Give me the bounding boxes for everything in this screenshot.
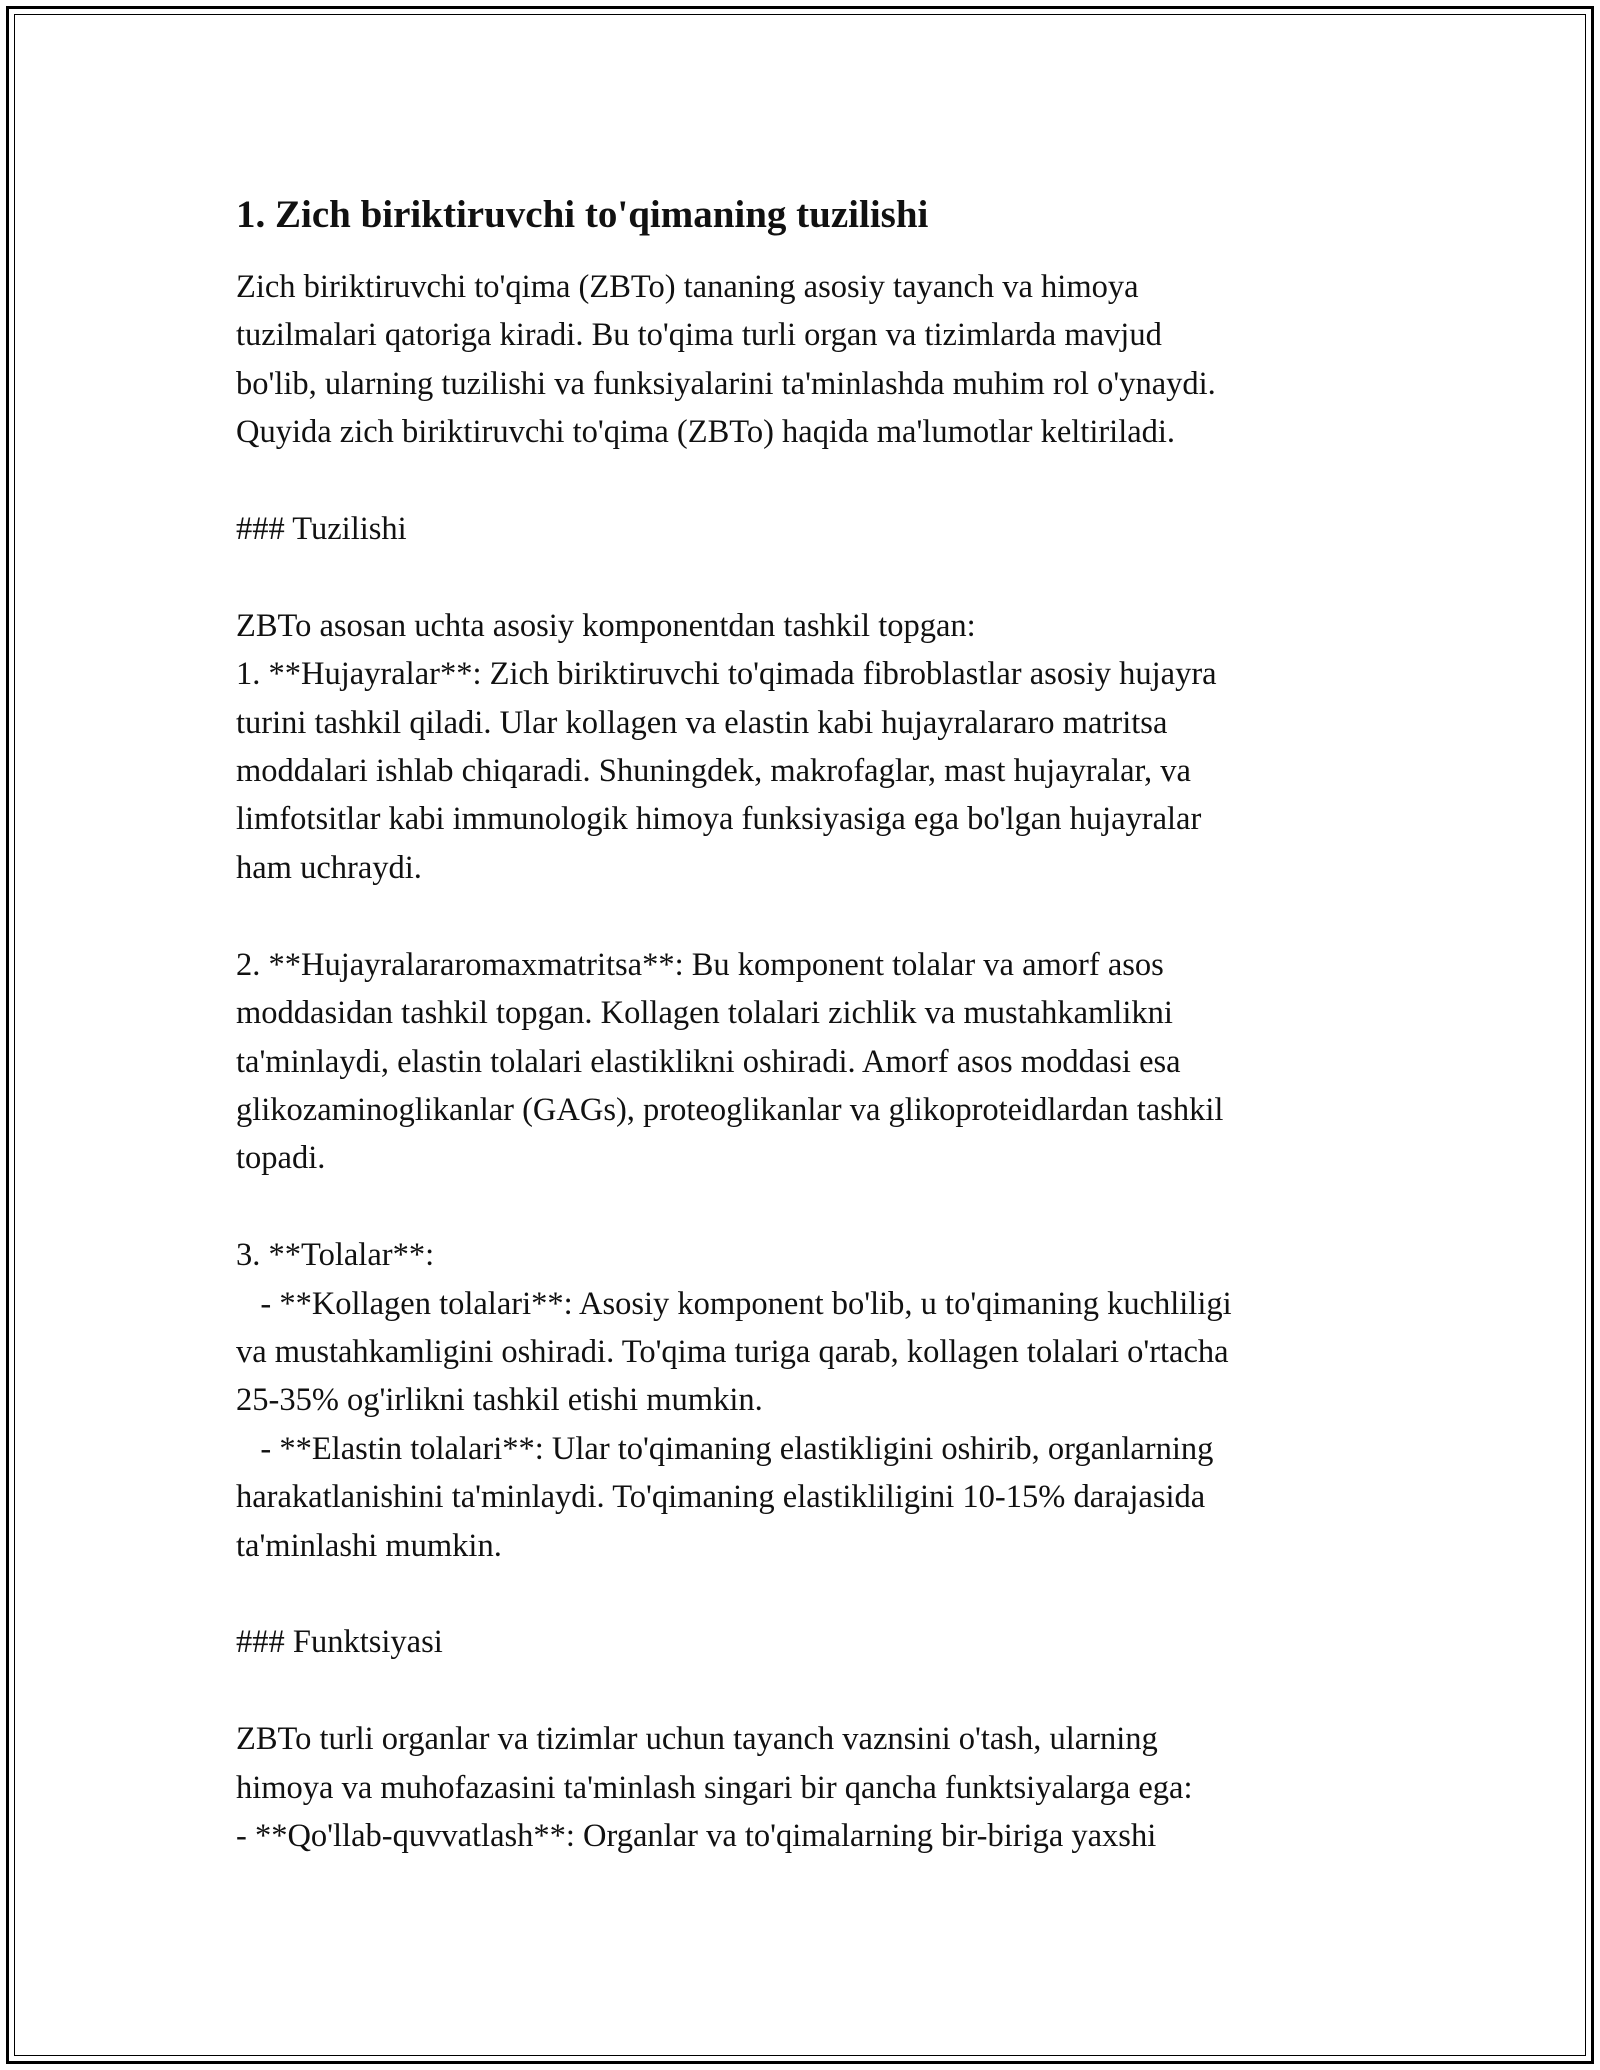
blank-line (236, 1570, 1396, 1618)
section-heading-funktsiyasi: ### Funktsiyasi (236, 1624, 443, 1661)
blank-line (236, 1183, 1396, 1231)
blank-line (236, 892, 1396, 940)
blank-line (236, 457, 1396, 505)
blank-line (236, 1667, 1396, 1715)
paragraph-matrix: 2. **Hujayralararomaxmatritsa**: Bu komponent tolalar va amorf asos moddasidan tashkil topgan. Kollagen tolalari zichlik va mustahkamlikni ta'minlaydi, elastin tolalari elastiklikni oshiradi. Amorf asos moddasi esa glikozaminoglikanlar (GAGs), proteoglikanlar va glikoproteidlardan tashkil topadi. (236, 946, 1224, 1177)
paragraph-intro: Zich biriktiruvchi to'qima (ZBTo) tananing asosiy tayanch va himoya tuzilmalari qatoriga kiradi. Bu to'qima turli organ va tizimlarda mavjud bo'lib, ularning tuzilishi va funksiyalarini ta'minlashda muhim rol o'ynaydi. Quyida zich biriktiruvchi to'qima (ZBTo) haqida ma'lumotlar keltiriladi. (236, 269, 1216, 451)
paragraph-functions: ZBTo turli organlar va tizimlar uchun tayanch vaznsini o'tash, ularning himoya va muhofazasini ta'minlash singari bir qancha funktsiyalarga ega: - **Qo'llab-quvvatlash**: Organlar va to'qimalarning bir-biriga yaxshi (236, 1721, 1193, 1854)
paragraph-fibers: 3. **Tolalar**: - **Kollagen tolalari**: Asosiy komponent bo'lib, u to'qimaning kuchliligi va mustahkamligini oshiradi. To'qima turiga qarab, kollagen tolalari o'rtacha 25-35% og'irlikni tashkil etishi mumkin. - **Elastin tolalari**: Ular to'qimaning elastikligini oshirib, organlarning harakatlanishini ta'minlaydi. To'qimaning elastikliligini 10-15% darajasida ta'minlashi mumkin. (236, 1237, 1232, 1564)
document-body (236, 190, 1396, 1860)
section-heading-tuzilishi: ### Tuzilishi (236, 511, 407, 548)
blank-line (236, 553, 1396, 601)
paragraph-components-cells: ZBTo asosan uchta asosiy komponentdan tashkil topgan: 1. **Hujayralar**: Zich biriktiruvchi to'qimada fibroblastlar asosiy hujayra turini tashkil qiladi. Ular kollagen va elastin kabi hujayralararo matritsa moddalari ishlab chiqaradi. Shuningdek, makrofaglar, mast hujayralar, va limfotsitlar kabi immunologik himoya funksiyasiga ega bo'lgan hujayralar ham uchraydi. (236, 607, 1217, 886)
document-title: 1. Zich biriktiruvchi to'qimaning tuzilishi (236, 193, 929, 236)
